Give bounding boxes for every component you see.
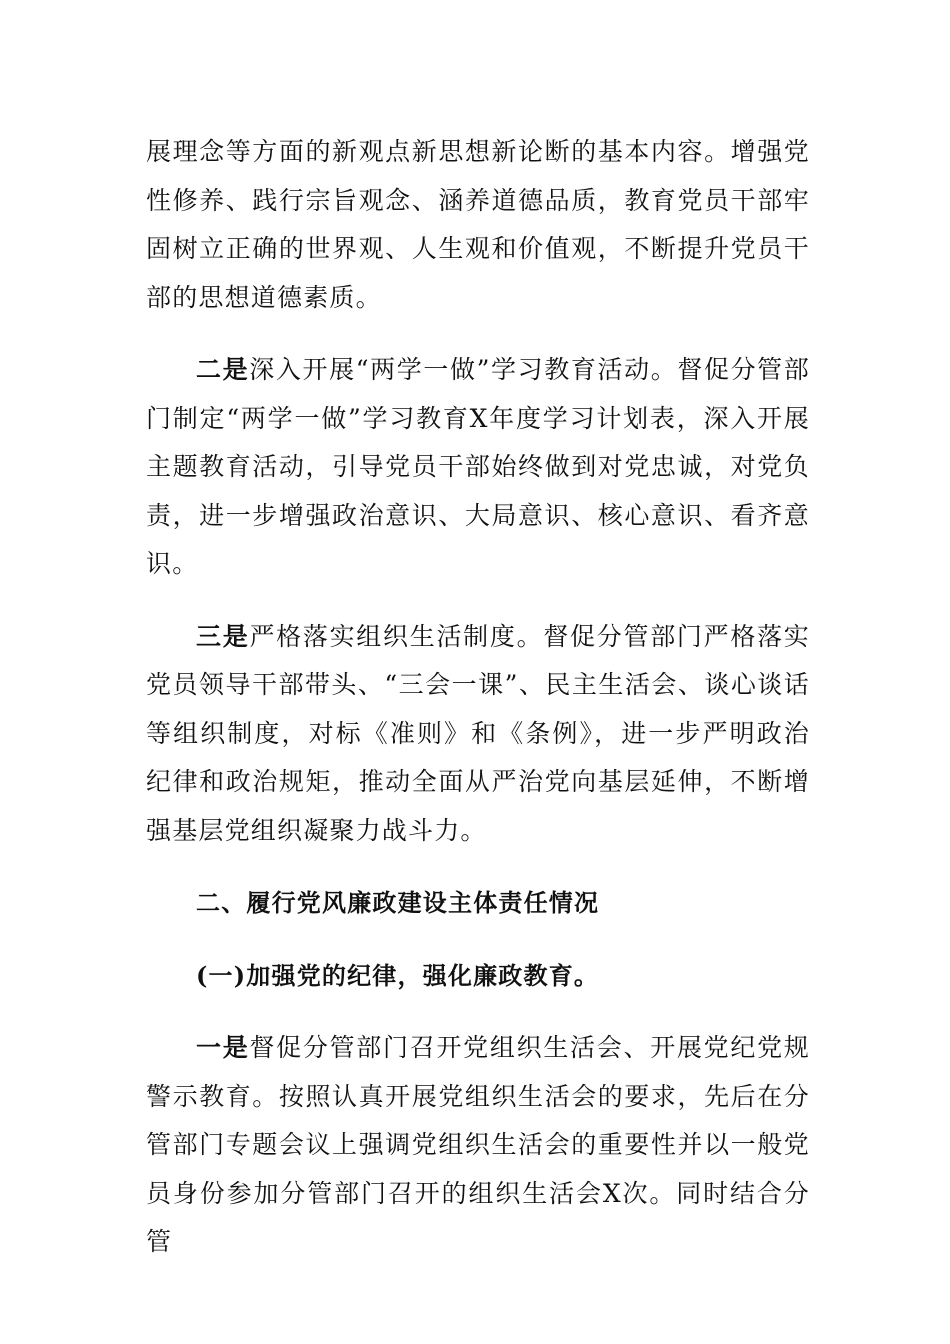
- paragraph-item-two: [146, 346, 810, 589]
- paragraph-item-three: [146, 613, 810, 856]
- paragraph-text: 严格落实组织生活制度。督促分管部门严格落实党员领导干部带头、“三会一课”、民主生活会、谈心谈话等组织制度，对标《准则》和《条例》，进一步严明政治纪律和政治规矩，推动全面从严治党向基层延伸，不断增强基层党组织凝聚力战斗力。: [146, 621, 810, 845]
- subsection-heading: (一)加强党的纪律，强化廉政教育。: [196, 960, 600, 990]
- paragraph-lead: 三是: [196, 621, 250, 651]
- section-heading: 二、履行党风廉政建设主体责任情况: [196, 889, 600, 917]
- paragraph-text: 展理念等方面的新观点新思想新论断的基本内容。增强党性修养、践行宗旨观念、涵养道德品质，教育党员干部牢固树立正确的世界观、人生观和价值观，不断提升党员干部的思想道德素质。: [146, 137, 810, 312]
- paragraph-item-one: [146, 1024, 810, 1267]
- paragraph-continuation: [146, 128, 810, 322]
- paragraph-lead: 一是: [196, 1033, 250, 1062]
- paragraph-text: 深入开展“两学一做”学习教育活动。督促分管部门制定“两学一做”学习教育X年度学习计划表，深入开展主题教育活动，引导党员干部始终做到对党忠诚，对党负责，进一步增强政治意识、大局意识、核心意识、看齐意识。: [146, 355, 811, 578]
- paragraph-lead: 二是: [196, 355, 250, 384]
- paragraph-text: 督促分管部门召开党组织生活会、开展党纪党规警示教育。按照认真开展党组织生活会的要求，先后在分管部门专题会议上强调党组织生活会的重要性并以一般党员身份参加分管部门召开的组织生活会X次。同时结合分管: [146, 1033, 810, 1256]
- document-body: [146, 128, 810, 1291]
